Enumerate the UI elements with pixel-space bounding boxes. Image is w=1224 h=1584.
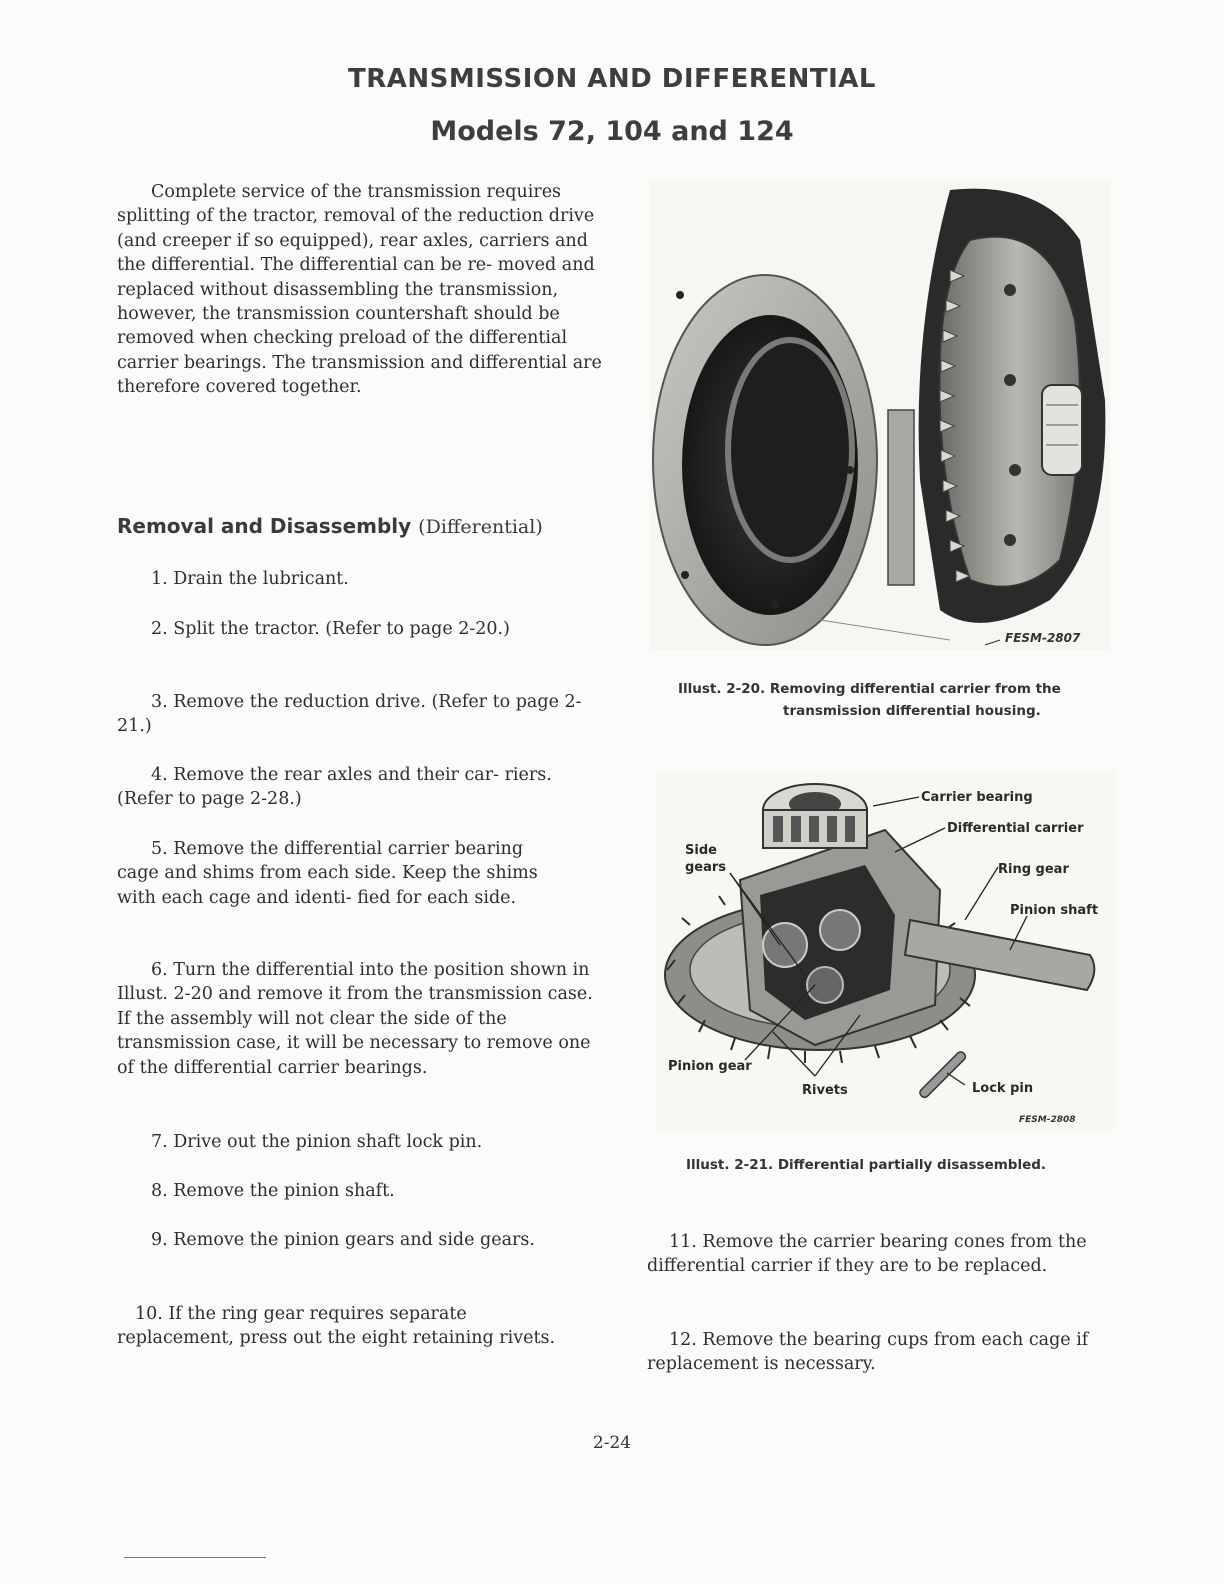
section-heading <box>117 514 543 538</box>
bottom-divider <box>124 1557 266 1558</box>
label-carrier-bearing: Carrier bearing <box>921 790 1033 805</box>
step-8: 8. Remove the pinion shaft. <box>151 1181 395 1201</box>
label-pinion-gear: Pinion gear <box>668 1059 752 1074</box>
label-ring-gear: Ring gear <box>998 862 1069 877</box>
label-lock-pin: Lock pin <box>972 1081 1034 1096</box>
step-5: 5. Remove the differential carrier bearing cage and shims from each side. Keep the shims with each cage and identi- fied for each side. <box>117 839 538 908</box>
step-6: 6. Turn the differential into the position shown in Illust. 2-20 and remove it from the transmission case. If the assembly will not clear the side of the transmission case, it will be necessary to remove one of the differential carrier bearings. <box>117 960 593 1078</box>
label-rivets: Rivets <box>802 1083 848 1098</box>
page-subtitle: Models 72, 104 and 124 <box>430 116 794 147</box>
section-heading-text: Removal and Disassembly <box>117 514 412 538</box>
step-3: 3. Remove the reduction drive. (Refer to page 2-21.) <box>117 692 582 737</box>
figure1-code: FESM-2807 <box>1005 631 1081 645</box>
label-side: Side <box>685 843 717 858</box>
figure2-caption: Illust. 2-21. Differential partially disassembled. <box>686 1157 1047 1173</box>
page-title: TRANSMISSION AND DIFFERENTIAL <box>348 64 876 94</box>
step-10: 10. If the ring gear requires separate replacement, press out the eight retaining rivets. <box>117 1304 556 1349</box>
section-heading-paren: (Differential) <box>418 516 543 538</box>
step-12: 12. Remove the bearing cups from each cage if replacement is necessary. <box>647 1330 1089 1375</box>
page-number: 2-24 <box>592 1433 632 1453</box>
step-11: 11. Remove the carrier bearing cones from the differential carrier if they are to be replaced. <box>647 1232 1087 1277</box>
differential-diagram <box>655 770 1115 1130</box>
figure1-caption <box>678 678 1061 722</box>
label-pinion-shaft: Pinion shaft <box>1010 903 1099 918</box>
figure2-code: FESM-2808 <box>1019 1115 1076 1125</box>
figure1-caption-label: Illust. 2-20. <box>678 681 766 697</box>
figure1-caption-line2: transmission differential housing. <box>783 703 1041 719</box>
step-4: 4. Remove the rear axles and their car- riers. (Refer to page 2-28.) <box>117 765 552 810</box>
step-2: 2. Split the tractor. (Refer to page 2-20.) <box>151 619 510 639</box>
intro-paragraph: Complete service of the transmission requires splitting of the tractor, removal of the reduction drive (and creeper if so equipped), rear axles, carriers and the differential. The differential can be re- moved and replaced without disassembling the transmission, however, the transmission countershaft should be removed when checking preload of the differential carrier bearings. The transmission and differential are therefore covered together. <box>117 182 602 398</box>
figure1-caption-line1: Removing differential carrier from the <box>769 681 1061 697</box>
label-gears: gears <box>685 860 727 875</box>
label-differential-carrier: Differential carrier <box>947 821 1084 836</box>
differential-housing-photo <box>650 180 1110 650</box>
step-1: 1. Drain the lubricant. <box>151 569 349 589</box>
step-7: 7. Drive out the pinion shaft lock pin. <box>151 1132 483 1152</box>
step-9: 9. Remove the pinion gears and side gears. <box>151 1230 535 1250</box>
